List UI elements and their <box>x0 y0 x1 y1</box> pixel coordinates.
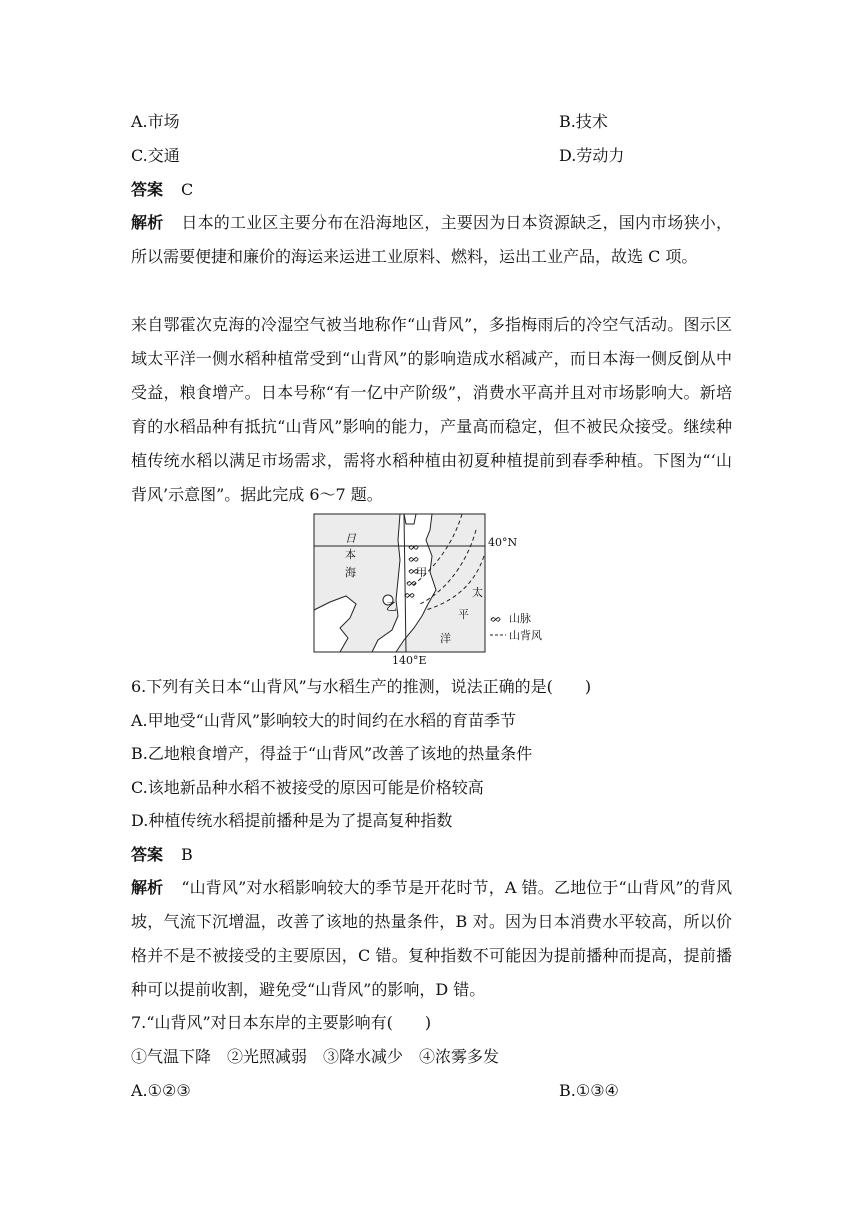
ocean-right-char-1: 太 <box>472 586 483 599</box>
q6-stem: 6.下列有关日本“山背风”与水稻生产的推测，说法正确的是( ) <box>131 677 592 696</box>
analysis-label: 解析 <box>131 213 164 232</box>
answer-6-label: 答案 <box>131 845 164 864</box>
answer-label: 答案 <box>131 180 164 199</box>
q7-stem: 7.“山背风”对日本东岸的主要影响有( ) <box>131 1013 432 1032</box>
option-b-text: B.技术 <box>559 112 608 131</box>
analysis-6 <box>131 871 732 1007</box>
answer-6-value: B <box>181 845 193 864</box>
ocean-right-char-3: 洋 <box>440 632 451 645</box>
option-a-text: A.市场 <box>131 112 180 131</box>
intro-paragraph: 来自鄂霍次克海的冷湿空气被当地称作“山背风”，多指梅雨后的冷空气活动。图示区域太平洋一侧水稻种植常受到“山背风”的影响造成水稻减产，而日本海一侧反倒从中受益，粮食增产。日本号称“有一亿中产阶级”，消费水平高并且对市场影响大。新培育的水稻品种有抵抗“山背风”影响的能力，产量高而稳定，但不被民众接受。继续种植传统水稻以满足市场需求，需将水稻种植由初夏种植提前到春季种植。下图为“‘山背风’示意图”。据此完成 6～7 题。 <box>131 315 732 504</box>
mountain-symbol-1: ᨖ <box>408 540 420 553</box>
legend-mountain-label: 山脉 <box>509 612 531 625</box>
mountain-symbol-2: ᨖ <box>408 552 420 565</box>
place-yi-label: 乙 <box>386 600 397 613</box>
q6-option-b: B.乙地粮食增产，得益于“山背风”改善了该地的热量条件 <box>131 744 533 763</box>
q6-option-c: C.该地新品种水稻不被接受的原因可能是价格较高 <box>131 778 484 797</box>
sea-left-char-3: 海 <box>345 566 356 579</box>
analysis-6-label: 解析 <box>131 878 164 897</box>
analysis-6-text: “山背风”对水稻影响较大的季节是开花时节，A 错。乙地位于“山背风”的背风坡，气流下沉增温，改善了该地的热量条件，B 对。因为日本消费水平较高，所以价格并不是不被接受的主要原因，C 错。复种指数不可能因为提前播种而提高，提前播种可以提前收割，避免受“山背风”的影响，D 错。 <box>131 878 732 999</box>
latitude-label: 40°N <box>488 536 518 549</box>
mountain-symbol-4: ᨖ <box>406 576 418 589</box>
analysis-text: 日本的工业区主要分布在沿海地区，主要因为日本资源缺乏，国内市场狭小，所以需要便捷和廉价的海运来运进工业原料、燃料，运出工业产品，故选 C 项。 <box>131 213 732 266</box>
q7-options-ab <box>131 1080 732 1102</box>
q7-option-a: A.①②③ <box>131 1081 191 1100</box>
legend-mountain-symbol: ᨖ <box>490 612 502 625</box>
longitude-label: 140°E <box>392 654 427 667</box>
sea-left-char-1: 日 <box>345 532 356 545</box>
sea-left-char-2: 本 <box>345 548 356 561</box>
q7-option-b: B.①③④ <box>559 1081 619 1100</box>
q6-option-d: D.种植传统水稻提前播种是为了提高复种指数 <box>131 811 453 830</box>
answer-6 <box>131 844 732 866</box>
legend-wind-label: 山背风 <box>509 629 542 642</box>
mountain-symbol-3: ᨖ <box>408 564 420 577</box>
q6-option-a: A.甲地受“山背风”影响较大的时间约在水稻的育苗季节 <box>131 711 517 730</box>
mountain-symbol-5: ᨖ <box>404 588 416 601</box>
land-hokkaido <box>404 514 416 524</box>
q7-items: ①气温下降 ②光照减弱 ③降水减少 ④浓雾多发 <box>131 1047 500 1066</box>
ocean-right-char-2: 平 <box>458 608 469 621</box>
place-jia-label: 甲 <box>416 566 427 579</box>
option-c-text: C.交通 <box>131 146 180 165</box>
option-d-text: D.劳动力 <box>559 146 625 165</box>
answer-value: C <box>181 180 194 199</box>
